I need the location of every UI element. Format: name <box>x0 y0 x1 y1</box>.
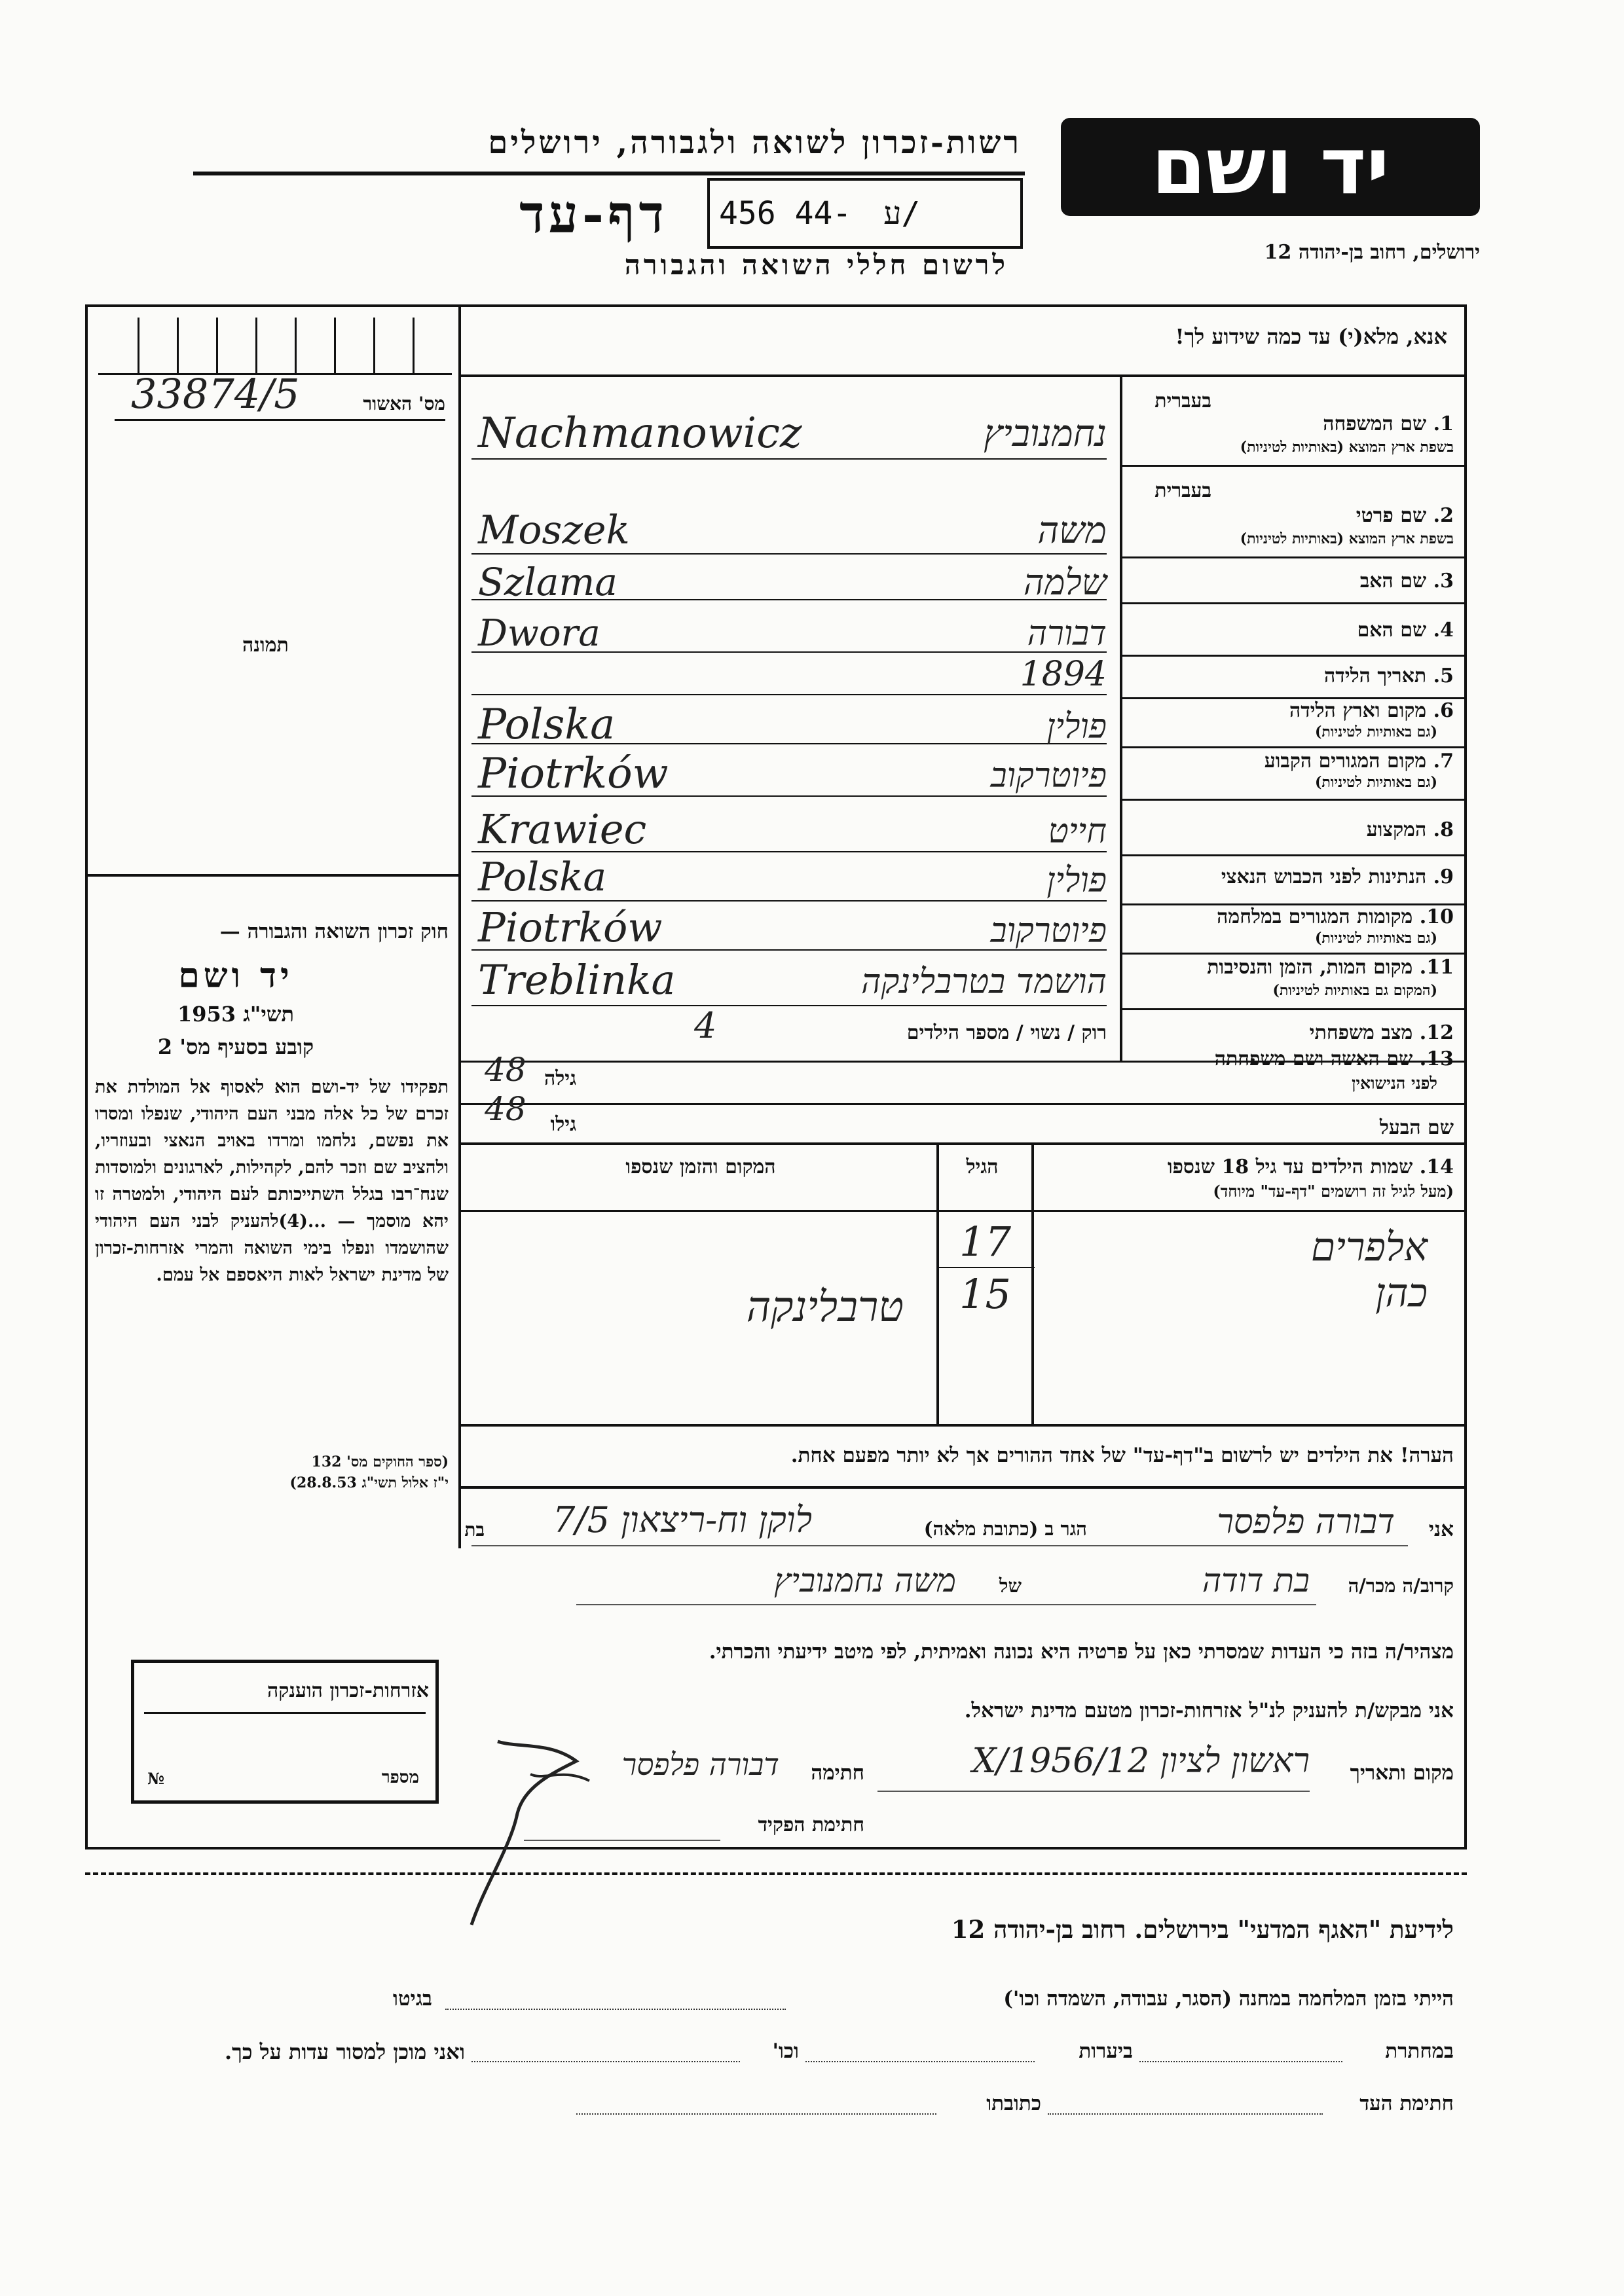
field-2-hebrew: משה <box>1037 509 1107 552</box>
field-12-label <box>1126 1021 1454 1044</box>
child-2-name: כהן <box>1375 1270 1428 1316</box>
footer-line2-a: במחתרת <box>1385 2039 1454 2063</box>
field-4-latin: Dwora <box>478 612 600 655</box>
decl-ani: אני <box>1428 1518 1454 1541</box>
field-8-name: המקצוע <box>1366 818 1427 841</box>
field-14-sub: (מעל לגיל זה רושמים "דף-עד" מיוחד) <box>1213 1182 1454 1201</box>
photo-label: תמונה <box>242 634 289 657</box>
law-ref-2: י"ז אלול תשי"ג 28.8.53) <box>289 1474 449 1491</box>
decl-statement: מצהיר/ה בזה כי העדות שמסרתי כאן על פרטיה היא נכונה ואמיתית, לפי מיטב ידיעתי והכרתי. <box>709 1640 1454 1664</box>
field-1-label <box>1218 412 1454 435</box>
children-place: טרבלינקה <box>746 1283 904 1332</box>
decl-of-name: משה נחמנוביץ <box>773 1561 956 1599</box>
field-14-num: 14. <box>1419 1156 1454 1178</box>
field-6-label <box>1126 699 1454 722</box>
field-7-latin: Piotrków <box>478 750 669 798</box>
citizenship-box-no: № <box>147 1769 165 1788</box>
approval-number: 33874/5 <box>131 370 300 418</box>
law-ref-1: (ספר החוקים מס' 132 <box>311 1453 449 1470</box>
decl-bat: בת <box>464 1519 485 1540</box>
field-9-latin: Polska <box>478 854 607 900</box>
approval-label: מס' האשור <box>363 393 445 414</box>
decl-resides-label: הגר ב (כתובת מלאה) <box>923 1518 1087 1540</box>
field-3-name: שם האב <box>1359 570 1427 592</box>
header-address: ירושלים, רחוב בן-יהודה 12 <box>1264 241 1480 264</box>
footer-title: לידיעת "האגף המדעי" בירושלים. רחוב בן-יהודה 12 <box>951 1915 1454 1944</box>
law-body: תפקידו של יד-ושם הוא לאסוף אל המולדת את זכרם של כל אלה מבני העם היהודי, שנפלו ומסרו את נפשם, נלחמו ומרדו באויב הנאצי ובעוזריו, ולהציב שם וזכר להם, לקהילות, לארגונים ולמוסדות שנח־רבו בגלל השתייכותם לעם היהודי, ולמטרה זו יהא מוסמך — ...(4)להעניק לבני העם היהודי שהושמדו ונפלו בימי השואה והמרי אזרחות-זכרון של מדינת ישראל לאות היאספם אל עמם. <box>95 1077 449 1285</box>
field-7-num: 7. <box>1433 750 1454 773</box>
decl-place-date-label: מקום ותאריך <box>1350 1761 1454 1785</box>
form-subtitle: לרשום חללי השואה והגבורה <box>624 249 1008 281</box>
decl-relation-label: קרוב/ה מכר/ה <box>1348 1575 1454 1597</box>
wife-age-label: גילה <box>544 1067 576 1090</box>
children-count: 4 <box>694 1005 717 1046</box>
law-clause: קובע בסעיף מס' 2 <box>157 1034 314 1059</box>
field-7-hebrew: פיוטרקוב <box>990 756 1107 795</box>
document-stamp <box>707 178 1023 249</box>
field-8-hebrew: חייט <box>1048 812 1107 851</box>
yad-vashem-logo: יד ושם <box>1061 118 1480 216</box>
field-8-num: 8. <box>1433 818 1454 841</box>
decl-place-date: ראשון לציון 12/X/1956 <box>972 1741 1310 1781</box>
lang-hebrew-1: בעברית <box>1154 390 1211 412</box>
footer-line2-b: ביערות <box>1079 2039 1133 2063</box>
intro-text: אנא, מלא(י) עד כמה שידוע לך! <box>1175 324 1447 349</box>
law-name: יד ושם <box>178 956 293 996</box>
field-13-name: שם האשה ושם משפחתה <box>1214 1048 1413 1070</box>
clerk-signature-scrawl <box>458 1735 616 1931</box>
husband-age-label: גילו <box>550 1113 576 1136</box>
husband-age: 48 <box>485 1090 526 1128</box>
field-2-sub: בשפת ארץ המוצא (באותיות לטיניות) <box>1240 530 1454 547</box>
field-7-name: מקום המגורים הקבוע <box>1264 750 1427 773</box>
field-3-num: 3. <box>1433 570 1454 592</box>
field-5-name: תאריך הלידה <box>1324 665 1427 687</box>
decl-signature: דבורה פלפסר <box>621 1747 779 1782</box>
field-11-label <box>1126 956 1454 979</box>
field-14-name: שמות הילדים עד גיל 18 שנספו <box>1167 1156 1413 1178</box>
decl-of-label: של <box>999 1575 1022 1597</box>
field-2-label <box>1218 504 1454 527</box>
law-year: תשי"ג 1953 <box>177 1002 294 1027</box>
wife-age: 48 <box>485 1051 526 1089</box>
field-11-sub: (המקום גם באותיות לטיניות) <box>1272 982 1437 999</box>
child-1-name: אלפרים <box>1310 1224 1428 1270</box>
child-1-age: 17 <box>959 1218 1011 1266</box>
field-3-label <box>1126 570 1454 592</box>
decl-signature-label: חתימה <box>811 1761 864 1785</box>
field-1-num: 1. <box>1433 412 1454 435</box>
field-9-hebrew: פולין <box>1046 861 1107 900</box>
footer-line3-b: כתובתו <box>986 2092 1041 2115</box>
field-13-num: 13. <box>1419 1048 1454 1070</box>
law-title: חוק זכרון השואה והגבורה — <box>219 920 449 943</box>
field-10-hebrew: פיוטרקוב <box>990 911 1107 951</box>
lang-hebrew-2: בעברית <box>1154 479 1211 502</box>
note-text: הערה! את הילדים יש לרשום ב"דף-עד" של אחד ההורים אך לא יותר מפעם אחת. <box>790 1444 1454 1467</box>
field-9-num: 9. <box>1433 866 1454 888</box>
footer-line2-c: וכו' <box>772 2039 799 2063</box>
field-10-sub: (גם באותיות לטיניות) <box>1314 930 1437 947</box>
field-11-hebrew: הושמד בטרבלינקה <box>860 962 1107 1002</box>
org-line: רשות-זכרון לשואה ולגבורה, ירושלים <box>488 124 1022 161</box>
footer-line1-b: בגיטו <box>393 1987 432 2011</box>
field-6-sub: (גם באותיות לטיניות) <box>1314 723 1437 740</box>
field-10-num: 10. <box>1419 905 1454 928</box>
field-13-sub: לפני הנישואין <box>1352 1074 1437 1093</box>
approval-digit-boxes <box>98 318 452 375</box>
field-7-sub: (גם באותיות לטיניות) <box>1314 774 1437 791</box>
child-2-age: 15 <box>959 1270 1011 1318</box>
field-4-label <box>1126 619 1454 642</box>
field-11-latin: Treblinka <box>478 956 676 1004</box>
field-7-label <box>1126 750 1454 773</box>
field-4-hebrew: דבורה <box>1027 614 1107 653</box>
field-1-sub: בשפת ארץ המוצא (באותיות לטיניות) <box>1240 439 1454 456</box>
field-14-label <box>1061 1156 1454 1178</box>
citizenship-box-number-label: מספר <box>381 1768 419 1787</box>
field-11-name: מקום המות, הזמן והנסיבות <box>1207 956 1413 979</box>
field-10-name: מקומות המגורים במלחמה <box>1217 905 1413 928</box>
field-4-num: 4. <box>1433 619 1454 642</box>
marital-options: רוק / נשוי / מספר הילדים <box>906 1021 1107 1044</box>
field-5-value: 1894 <box>1020 655 1107 694</box>
field-12-name: מצב משפחתי <box>1309 1021 1413 1044</box>
field-5-label <box>1126 665 1454 687</box>
stamp-number: 456 44- <box>719 195 852 232</box>
declarant-name: דבורה פלפסר <box>1217 1503 1395 1542</box>
decl-relation: בת דודה <box>1202 1561 1310 1599</box>
field-1-hebrew: נחמנוביץ <box>984 412 1107 455</box>
field-11-num: 11. <box>1419 956 1454 979</box>
children-age-header: הגיל <box>966 1156 999 1178</box>
decl-address: לוקן וח-ריצאון 7/5 <box>553 1499 812 1540</box>
field-9-name: הנתינות לפני הכבוש הנאצי <box>1221 866 1427 888</box>
field-1-latin: Nachmanowicz <box>478 409 802 458</box>
field-6-name: מקום וארץ הלידה <box>1289 699 1427 722</box>
field-10-latin: Piotrków <box>478 903 663 951</box>
clerk-signature-label: חתימת הפקיד <box>758 1813 864 1836</box>
footer-line3-a: חתימת העד <box>1359 2092 1454 2115</box>
citizenship-box-title: אזרחות-זכרון הוענקה <box>267 1679 429 1702</box>
field-8-latin: Krawiec <box>478 805 647 853</box>
field-13-label <box>1126 1048 1454 1070</box>
field-8-label <box>1126 818 1454 841</box>
field-5-num: 5. <box>1433 665 1454 687</box>
field-3-hebrew: שלמה <box>1023 562 1107 603</box>
field-10-label <box>1126 905 1454 928</box>
field-1-name: שם המשפחה <box>1323 412 1427 435</box>
decl-request: אני מבקש/ת להעניק לנ"ל אזרחות-זכרון מטעם מדינת ישראל. <box>964 1699 1454 1722</box>
footer-line2-d: ואני מוכן למסור עדות על כך. <box>224 2039 465 2064</box>
field-12-num: 12. <box>1419 1021 1454 1044</box>
field-4-name: שם האם <box>1357 619 1427 642</box>
field-2-num: 2. <box>1433 504 1454 527</box>
husband-label: שם הבעל <box>1379 1116 1454 1139</box>
field-9-label <box>1126 866 1454 888</box>
field-6-num: 6. <box>1433 699 1454 722</box>
stamp-suffix: ע/ <box>883 195 921 232</box>
field-2-name: שם פרטי <box>1356 504 1427 527</box>
field-6-latin: Polska <box>478 701 616 749</box>
form-title: דף-עד <box>519 183 668 245</box>
field-2-latin: Moszek <box>478 507 630 553</box>
cut-line <box>85 1872 1467 1875</box>
field-3-latin: Szlama <box>478 560 618 604</box>
children-place-header: המקום והזמן שנספו <box>625 1156 776 1178</box>
footer-line1-a: הייתי בזמן המלחמה במחנה (הסגר, עבודה, השמדה וכו') <box>1003 1987 1454 2011</box>
field-6-hebrew: פולין <box>1046 707 1107 746</box>
